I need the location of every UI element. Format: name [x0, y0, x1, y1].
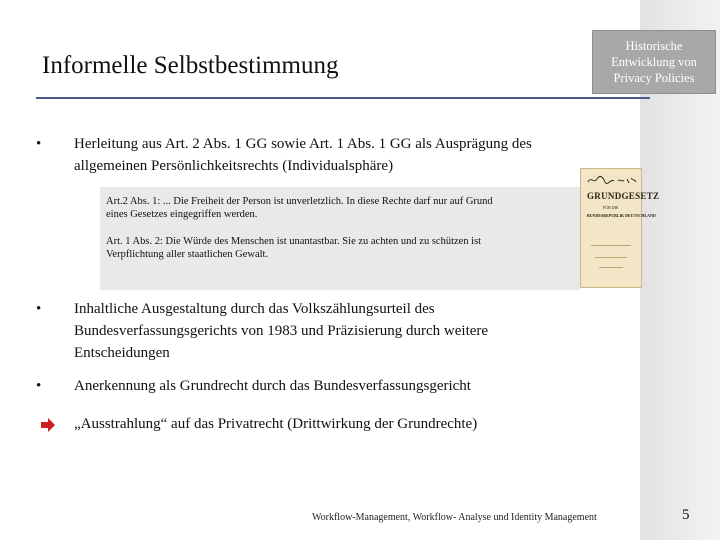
- grundgesetz-document-image: [580, 168, 660, 288]
- bullet-1-line-1: Herleitung aus Art. 2 Abs. 1 GG sowie Art. 1 Abs. 1 GG als Ausprägung des: [74, 136, 532, 152]
- bullet-item-1: [36, 133, 636, 177]
- bullet-item-4: [36, 413, 636, 435]
- bullet-item-3: [36, 375, 636, 397]
- quote-art2: Art.2 Abs. 1: ... Die Freiheit der Person ist unverletzlich. In diese Rechte darf nur auf Grund eines Gesetzes eingegriffen werden.: [106, 196, 493, 220]
- document-faint-line: [591, 245, 631, 246]
- bullet-mark: •: [36, 136, 42, 152]
- bullet-2-line-2: Bundesverfassungsgerichts von 1983 und Präzisierung durch weitere: [74, 323, 489, 339]
- section-label-line-3: Privacy Policies: [613, 71, 695, 85]
- bullet-1-line-2: allgemeinen Persönlichkeitsrechts (Individualsphäre): [74, 158, 394, 174]
- section-label-line-2: Entwicklung von: [611, 55, 697, 69]
- bullet-mark: •: [36, 378, 42, 394]
- bullet-2-line-3: Entscheidungen: [74, 345, 170, 361]
- slide-title: Informelle Selbstbestimmung: [42, 52, 339, 79]
- bullet-4-line-1: „Ausstrahlung“ auf das Privatrecht (Drittwirkung der Grundrechte): [74, 416, 478, 432]
- document-faint-line: [595, 257, 627, 258]
- title-underline: [36, 97, 650, 99]
- bullet-mark: •: [36, 301, 42, 317]
- section-label-box: [592, 30, 716, 94]
- document-line-2: BUNDESREPUBLIK DEUTSCHLAND: [587, 213, 656, 218]
- bullet-3-line-1: Anerkennung als Grundrecht durch das Bundesverfassungsgericht: [74, 378, 471, 394]
- bullet-item-2: [36, 298, 636, 364]
- handwriting-mark: [587, 175, 637, 185]
- bullet-2-line-1: Inhaltliche Ausgestaltung durch das Volkszählungsurteil des: [74, 301, 435, 317]
- law-quote-box: [100, 187, 580, 290]
- section-label-line-1: Historische: [625, 39, 683, 53]
- document-faint-line: [599, 267, 623, 268]
- footer-text: Workflow-Management, Workflow- Analyse und Identity Management: [312, 512, 597, 523]
- page-number: 5: [682, 507, 690, 523]
- document-heading: GRUNDGESETZ: [587, 191, 660, 201]
- document-line-1: FÜR DIE: [603, 205, 619, 210]
- quote-art1: Art. 1 Abs. 2: Die Würde des Menschen ist unantastbar. Sie zu achten und zu schützen ist Verpflichtung aller staatlichen Gewalt.: [106, 236, 482, 260]
